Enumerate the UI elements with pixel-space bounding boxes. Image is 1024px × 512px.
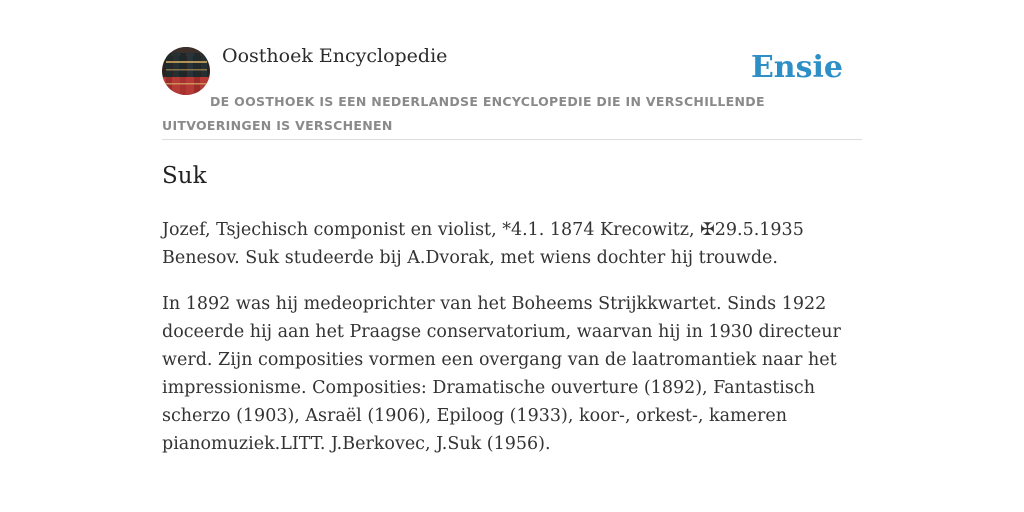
header-divider	[162, 139, 862, 140]
brand-logo[interactable]: Ensie	[750, 50, 843, 85]
site-name[interactable]: Oosthoek Encyclopedie	[222, 45, 448, 67]
article-title: Suk	[162, 163, 207, 189]
article-paragraph: Jozef, Tsjechisch componist en violist, *4.1. 1874 Krecowitz, ✠29.5.1935 Benesov. Suk studeerde bij A.Dvorak, met wiens dochter hij trouwde.	[162, 220, 804, 268]
site-tagline: DE OOSTHOEK IS EEN NEDERLANDSE ENCYCLOPEDIE DIE IN VERSCHILLENDE UITVOERINGEN IS VERSCHENEN	[162, 94, 765, 133]
book-spines-icon[interactable]	[162, 47, 210, 95]
article-paragraph: In 1892 was hij medeoprichter van het Boheems Strijkkwartet. Sinds 1922 doceerde hij aan het Praagse conservatorium, waarvan hij in 1930 directeur werd. Zijn composities vormen een overgang van de laatromantiek naar het impressionisme. Composities: Dramatische ouverture (1892), Fantastisch scherzo (1903), Asraël (1906), Epiloog (1933), koor-, orkest-, kameren pianomuziek.LITT. J.Berkovec, J.Suk (1956).	[162, 294, 841, 454]
